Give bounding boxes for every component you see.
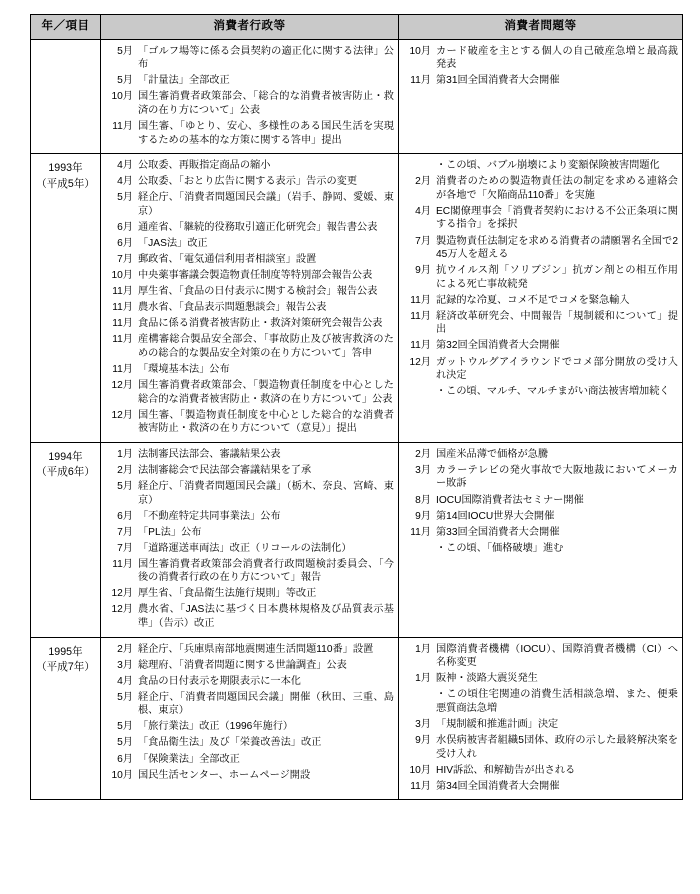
table-row [31, 39, 683, 153]
event-item [103, 191, 394, 218]
event-text: 「規制緩和推進計画」決定 [436, 718, 559, 730]
event-month: 5月 [117, 75, 133, 87]
event-month: 11月 [410, 310, 431, 322]
event-text: 郵政省、「電気通信利用者相談室」設置 [138, 254, 317, 266]
event-item [103, 409, 394, 436]
event-text: EC閣僚理事会「消費者契約における不公正条項に関する指令」を採択 [436, 205, 678, 231]
event-item [401, 526, 678, 540]
event-item [401, 74, 678, 88]
event-list [401, 159, 678, 399]
event-item [103, 448, 394, 462]
event-item [103, 221, 394, 235]
event-month: 12月 [111, 409, 133, 421]
event-month: 10月 [409, 45, 431, 57]
year-japanese-era: （平成5年） [36, 177, 95, 190]
event-item [103, 736, 394, 750]
event-list [401, 45, 678, 88]
event-item [103, 74, 394, 88]
event-item [103, 379, 394, 406]
event-item [401, 688, 678, 715]
event-text: 国生審消費者政策部会、「総合的な消費者被害防止・救済の在り方について」公表 [138, 91, 394, 117]
event-text: 抗ウイルス剤「ソリブジン」抗ガン剤との相互作用による死亡事故続発 [436, 265, 678, 290]
event-item [103, 558, 394, 585]
event-text: 公取委、再販指定商品の縮小 [138, 160, 271, 172]
event-item [103, 285, 394, 299]
event-month: 10月 [111, 270, 133, 282]
event-text: 「JAS法」改正 [138, 238, 208, 250]
event-item [401, 356, 678, 383]
event-item [103, 480, 394, 507]
year-cell [31, 442, 101, 637]
consumer-issues-events-cell [399, 154, 683, 443]
event-item [103, 90, 394, 117]
administration-events-cell [101, 39, 399, 153]
event-item [103, 675, 394, 689]
event-text: 阪神・淡路大震災発生 [436, 673, 538, 685]
event-month: 4月 [117, 176, 133, 188]
table-row [31, 442, 683, 637]
consumer-chronology-table [30, 14, 683, 800]
event-text: 中央薬事審議会製造物責任制度等特別部会報告公表 [138, 270, 373, 282]
event-text: 経企庁、「消費者問題国民会議」（栃木、奈良、宮崎、東京） [138, 480, 394, 506]
event-month: 5月 [117, 480, 133, 492]
event-item [401, 780, 678, 794]
event-month: 12月 [111, 604, 133, 616]
event-list [103, 45, 394, 147]
event-text: 公取委、「おとり広告に関する表示」告示の変更 [138, 176, 358, 188]
event-text: 第34回全国消費者大会開催 [436, 780, 560, 792]
event-item [401, 542, 678, 556]
event-month: 3月 [415, 718, 431, 730]
event-item [401, 175, 678, 202]
table-body [31, 39, 683, 799]
event-item [401, 310, 678, 337]
event-text: 法制審総会で民法部会審議結果を了承 [138, 464, 312, 476]
event-month: 7月 [117, 526, 133, 538]
event-month: 5月 [117, 45, 133, 57]
event-month: 9月 [415, 265, 431, 277]
event-text: カラーテレビの発火事故で大阪地裁においてメーカー敗訴 [436, 464, 678, 490]
event-month: 10月 [409, 764, 431, 776]
event-item [103, 45, 394, 72]
event-text: 通産省、「継続的役務取引適正化研究会」報告書公表 [138, 221, 378, 233]
event-text: 国際消費者機構（IOCU）、国際消費者機構（CI）へ名称変更 [436, 643, 678, 669]
event-item [401, 205, 678, 232]
event-text: 国生審、「製造物責任制度を中心とした総合的な消費者被害防止・救済の在り方について（意見）」提出 [138, 409, 394, 435]
event-text: 「PL法」公布 [138, 526, 202, 538]
event-item [401, 764, 678, 778]
event-text: 食品に係る消費者被害防止・救済対策研究会報告公表 [138, 318, 383, 330]
event-month: 4月 [117, 160, 133, 172]
event-list [103, 448, 394, 631]
event-text: 産構審総合製品安全部会、「事故防止及び被害救済のための総合的な製品安全対策の在り方について」答申 [138, 334, 394, 359]
event-text: 「道路運送車両法」改正（リコールの法制化） [138, 542, 352, 554]
event-month: 11月 [410, 340, 431, 352]
year-japanese-era: （平成6年） [36, 466, 95, 479]
event-text: ・この頃住宅関連の消費生活相談急増、また、便乗悪質商法急増 [436, 689, 678, 714]
administration-events-cell [101, 637, 399, 800]
event-item [103, 253, 394, 267]
consumer-issues-events-cell [399, 637, 683, 800]
event-month: 5月 [117, 691, 133, 703]
table-row [31, 154, 683, 443]
year-japanese-era: （平成7年） [36, 660, 95, 673]
event-text: 農水省、「食品表示問題懇談会」報告公表 [138, 302, 327, 314]
event-month: 11月 [112, 364, 133, 376]
event-item [103, 120, 394, 147]
event-text: 記録的な冷夏、コメ不足でコメを緊急輸入 [436, 294, 630, 306]
event-item [103, 317, 394, 331]
event-month: 8月 [415, 494, 431, 506]
event-month: 1月 [117, 448, 133, 460]
event-month: 11月 [112, 121, 133, 133]
event-text: 経企庁、「消費者問題国民会議」（岩手、静岡、愛媛、東京） [138, 192, 394, 217]
event-text: 第14回IOCU世界大会開催 [436, 510, 555, 522]
event-item [401, 672, 678, 686]
event-month: 6月 [117, 510, 133, 522]
event-item [401, 448, 678, 462]
event-item [103, 769, 394, 783]
administration-events-cell [101, 154, 399, 443]
event-text: ガットウルグアイラウンドでコメ部分開放の受け入れ決定 [436, 356, 678, 382]
event-text: 法制審民法部会、審議結果公表 [138, 448, 281, 460]
event-text: 経済改革研究会、中間報告「規制緩和について」提出 [436, 310, 678, 336]
event-item [401, 385, 678, 399]
event-item [103, 542, 394, 556]
event-text: ・この頃、バブル崩壊により変額保険被害問題化 [436, 160, 660, 172]
event-text: 国生審消費者政策部会、「製造物責任制度を中心とした総合的な消費者被害防止・救済の在り方について」公表 [138, 380, 394, 405]
event-month: 11月 [112, 302, 133, 314]
event-list [401, 643, 678, 794]
administration-events-cell [101, 442, 399, 637]
event-month: 11月 [112, 334, 133, 346]
event-item [103, 603, 394, 630]
event-text: 厚生省、「食品の日付表示に関する検討会」報告公表 [138, 286, 378, 298]
event-list [103, 643, 394, 783]
event-month: 1月 [415, 643, 431, 655]
event-month: 11月 [410, 294, 431, 306]
table-row [31, 637, 683, 800]
event-month: 2月 [117, 464, 133, 476]
year-cell [31, 39, 101, 153]
event-text: 「不動産特定共同事業法」公布 [138, 510, 281, 522]
event-text: 農水省、「JAS法に基づく日本農林規格及び品質表示基準」（告示）改正 [138, 604, 394, 630]
event-month: 5月 [117, 192, 133, 204]
event-month: 4月 [117, 675, 133, 687]
event-text: 国生審、「ゆとり、安心、多様性のある国民生活を実現するための基本的な方策に関する答申」提出 [138, 121, 394, 146]
event-item [401, 464, 678, 491]
event-item [401, 235, 678, 262]
event-item [103, 159, 394, 173]
year-cell [31, 154, 101, 443]
event-month: 2月 [415, 176, 431, 188]
event-month: 4月 [415, 205, 431, 217]
event-month: 7月 [117, 254, 133, 266]
year-western: 1995年 [48, 645, 83, 658]
event-month: 7月 [415, 235, 431, 247]
year-western: 1994年 [48, 450, 83, 463]
header-row [31, 15, 683, 40]
event-item [401, 494, 678, 508]
event-item [103, 526, 394, 540]
event-text: 「ゴルフ場等に係る会員契約の適正化に関する法律」公布 [138, 45, 394, 71]
event-text: 第33回全国消費者大会開催 [436, 526, 560, 538]
event-item [401, 294, 678, 308]
event-month: 6月 [117, 221, 133, 233]
event-month: 11月 [410, 526, 431, 538]
event-item [103, 175, 394, 189]
event-text: 国産米品薄で価格が急騰 [436, 448, 549, 460]
event-item [401, 45, 678, 72]
event-item [103, 643, 394, 657]
event-list [401, 448, 678, 555]
event-text: 「計量法」全部改正 [138, 75, 230, 87]
event-month: 3月 [117, 659, 133, 671]
event-text: 「保険業法」全部改正 [138, 753, 240, 765]
year-cell [31, 637, 101, 800]
year-western: 1993年 [48, 162, 83, 175]
event-month: 11月 [112, 286, 133, 298]
event-item [103, 720, 394, 734]
consumer-issues-events-cell [399, 39, 683, 153]
event-month: 6月 [117, 753, 133, 765]
event-text: 厚生省、「食品衛生法施行規則」等改正 [138, 588, 317, 600]
event-text: IOCU国際消費者法セミナー開催 [436, 494, 584, 506]
event-item [103, 301, 394, 315]
event-month: 9月 [415, 510, 431, 522]
event-text: 経企庁、「兵庫県南部地震関連生活問題110番」設置 [138, 643, 374, 655]
event-month: 11月 [410, 780, 431, 792]
event-text: 食品の日付表示を期限表示に一本化 [138, 675, 301, 687]
event-text: ・この頃、マルチ、マルチまがい商法被害増加続く [436, 386, 670, 398]
event-item [103, 587, 394, 601]
column-header-issues: 消費者問題等 [399, 15, 683, 40]
event-month: 11月 [410, 75, 431, 87]
event-month: 6月 [117, 238, 133, 250]
event-text: HIV訴訟、和解勧告が出される [436, 764, 576, 776]
event-item [103, 333, 394, 360]
event-item [401, 264, 678, 291]
event-text: 「環境基本法」公布 [138, 364, 230, 376]
event-item [103, 691, 394, 718]
event-month: 11月 [112, 318, 133, 330]
event-text: 第32回全国消費者大会開催 [436, 340, 560, 352]
event-item [103, 363, 394, 377]
event-month: 2月 [117, 643, 133, 655]
event-item [401, 510, 678, 524]
event-month: 12月 [111, 588, 133, 600]
event-text: カード破産を主とする個人の自己破産急増と最高裁発表 [436, 45, 678, 71]
event-item [103, 237, 394, 251]
event-text: 国生審消費者政策部会消費者行政問題検討委員会、「今後の消費者行政の在り方について」報告 [138, 558, 394, 584]
event-item [103, 659, 394, 673]
event-item [103, 753, 394, 767]
event-month: 7月 [117, 542, 133, 554]
column-header-administration: 消費者行政等 [101, 15, 399, 40]
event-month: 10月 [111, 769, 133, 781]
event-item [103, 269, 394, 283]
event-month: 10月 [111, 91, 133, 103]
table-header [31, 15, 683, 40]
event-month: 11月 [112, 558, 133, 570]
event-month: 3月 [415, 464, 431, 476]
event-item [103, 464, 394, 478]
event-text: ・この頃、「価格破壊」進む [436, 542, 564, 554]
event-month: 1月 [415, 673, 431, 685]
event-month: 12月 [409, 356, 431, 368]
consumer-issues-events-cell [399, 442, 683, 637]
event-list [103, 159, 394, 436]
event-text: 消費者のための製造物責任法の制定を求める連絡会が各地で「欠陥商品110番」を実施 [436, 176, 678, 201]
event-month: 12月 [111, 380, 133, 392]
event-item [401, 159, 678, 173]
event-month: 9月 [415, 734, 431, 746]
event-text: 製造物責任法制定を求める消費者の請願署名全国で245万人を超える [436, 235, 678, 261]
event-text: 「食品衛生法」及び「栄養改善法」改正 [138, 737, 322, 749]
event-item [401, 734, 678, 761]
event-text: 第31回全国消費者大会開催 [436, 75, 560, 87]
event-item [103, 510, 394, 524]
column-header-year: 年／項目 [31, 15, 101, 40]
event-text: 「旅行業法」改正（1996年施行） [138, 721, 294, 733]
event-text: 国民生活センター、ホームページ開設 [138, 769, 311, 781]
event-text: 総理府、「消費者問題に関する世論調査」公表 [138, 659, 347, 671]
event-item [401, 718, 678, 732]
event-month: 5月 [117, 737, 133, 749]
event-item [401, 643, 678, 670]
event-text: 水俣病被害者組織5団体、政府の示した最終解決案を受け入れ [436, 734, 678, 760]
event-month: 2月 [415, 448, 431, 460]
event-month: 5月 [117, 721, 133, 733]
event-item [401, 339, 678, 353]
event-text: 経企庁、「消費者問題国民会議」開催（秋田、三重、島根、東京） [138, 691, 394, 717]
